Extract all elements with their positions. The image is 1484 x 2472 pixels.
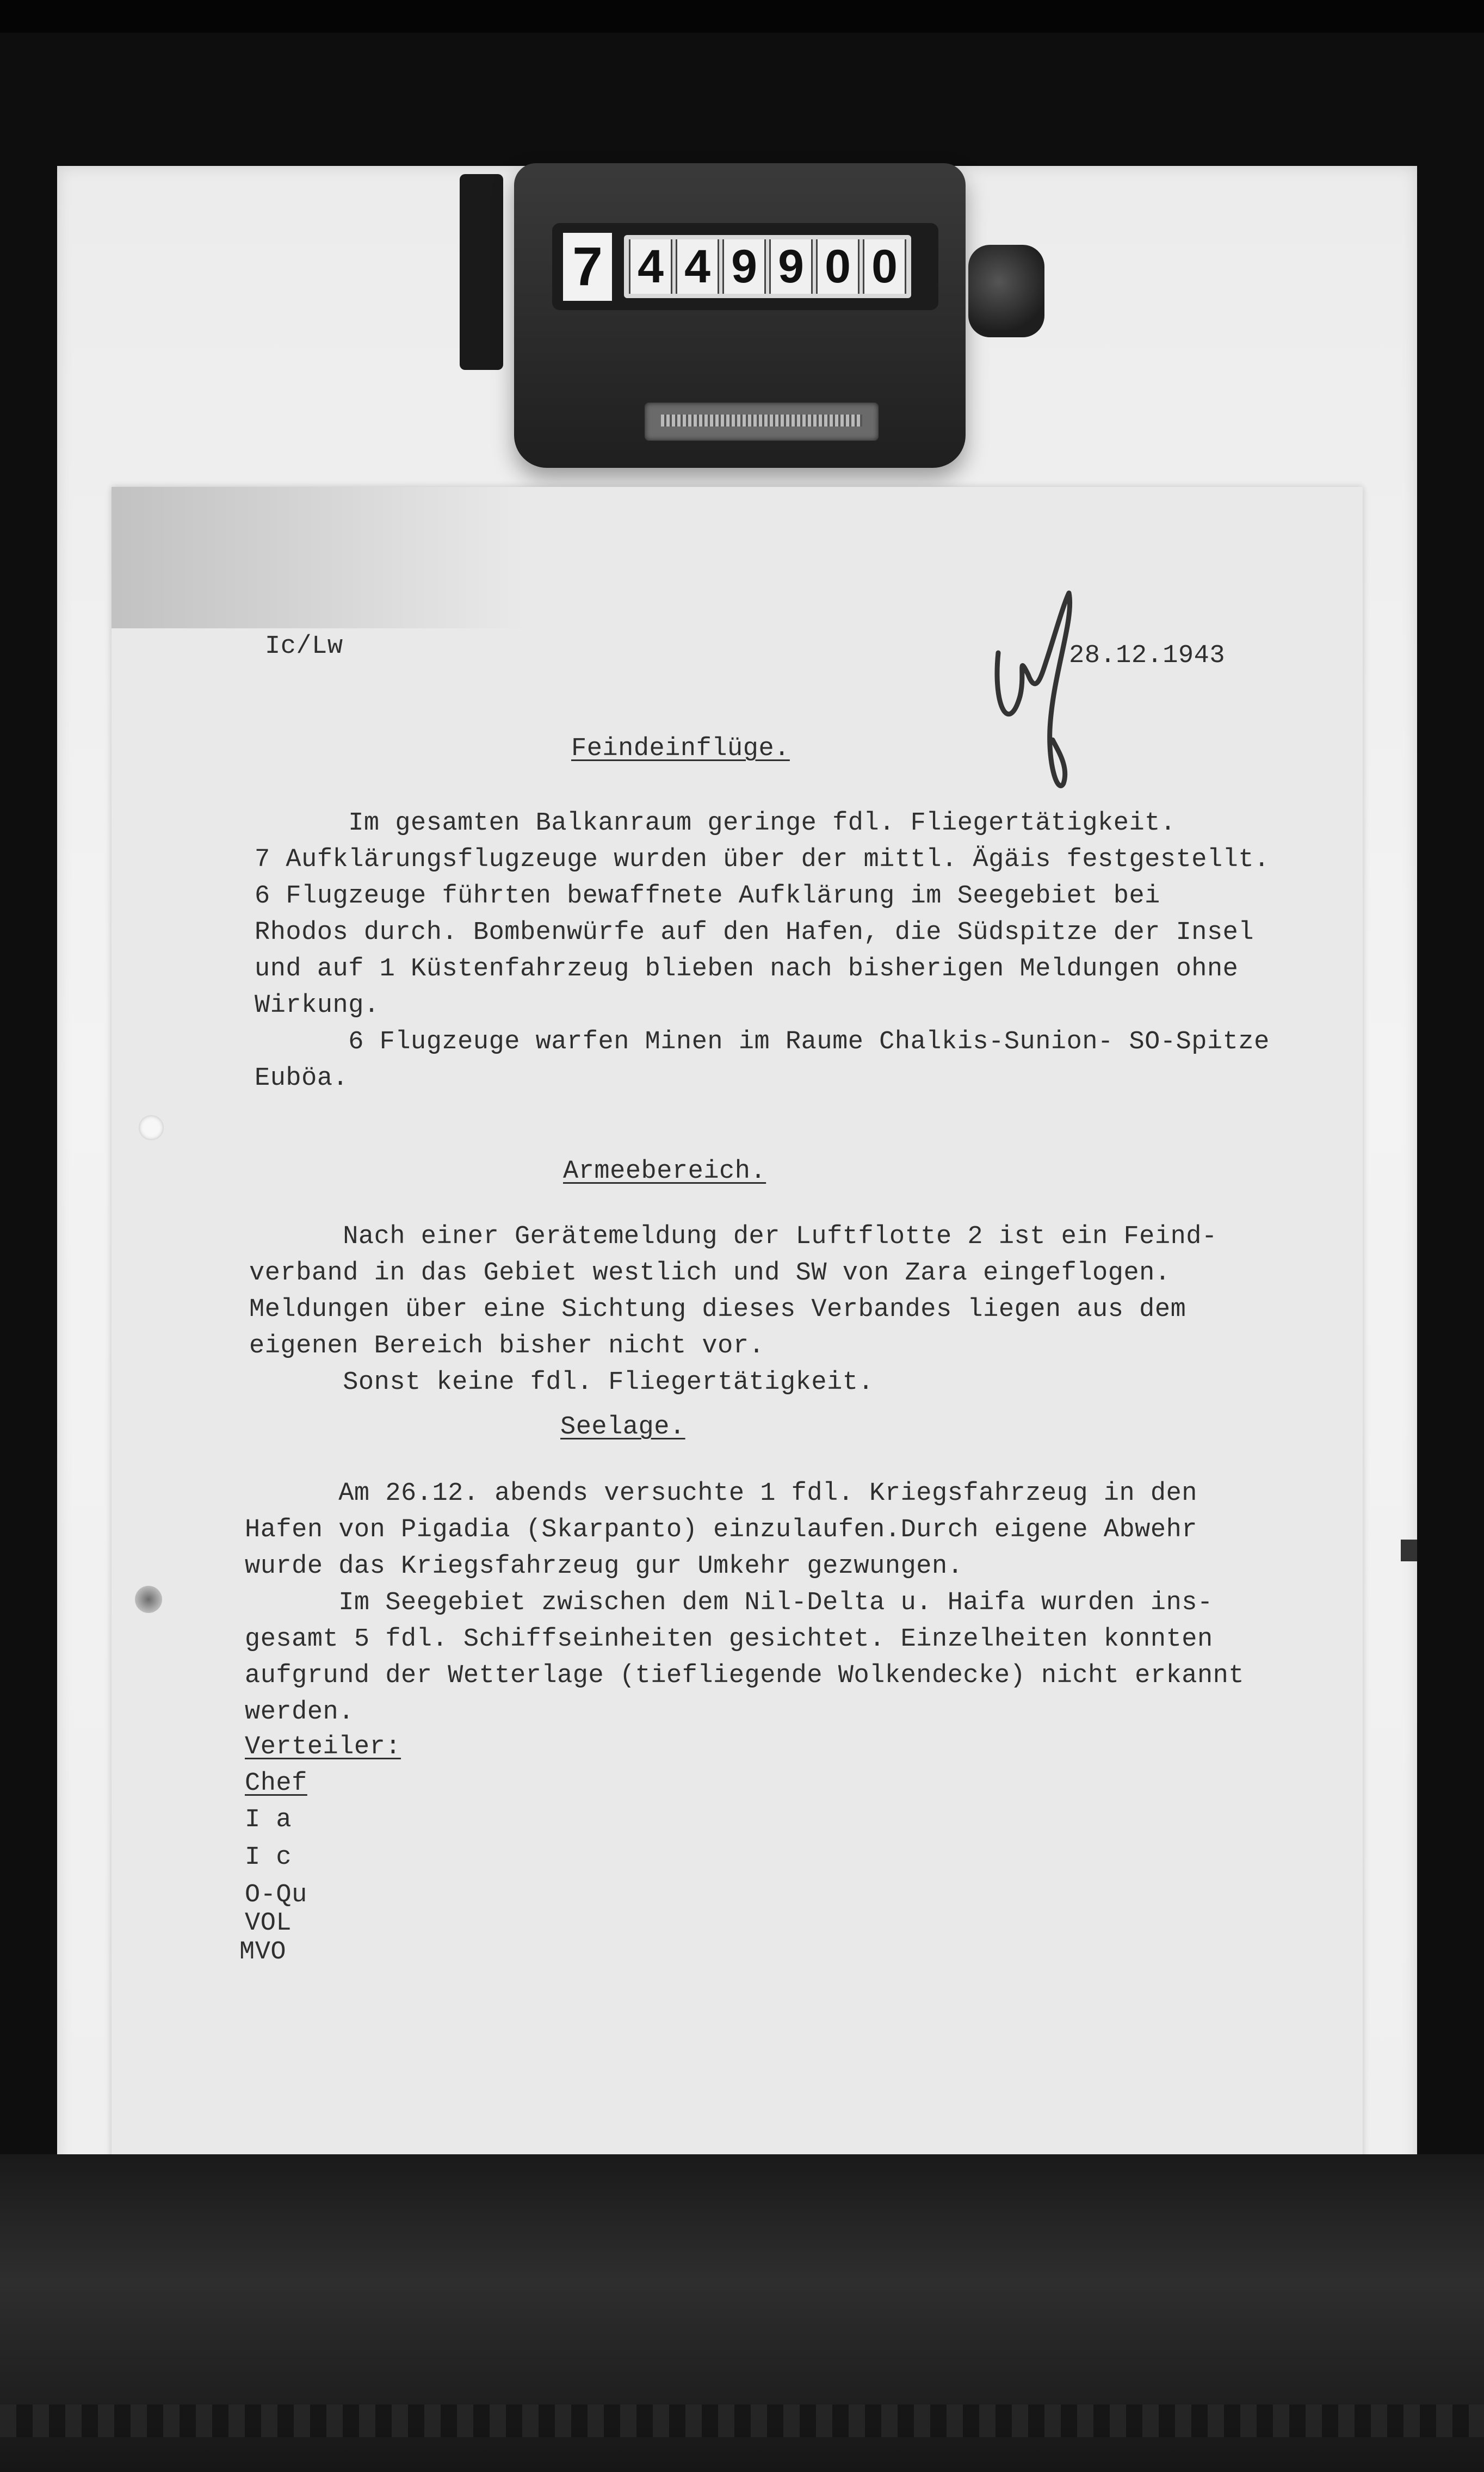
- body-line: eigenen Bereich bisher nicht vor.: [249, 1332, 765, 1361]
- document-date: 28.12.1943: [1069, 641, 1226, 670]
- counter-window: [552, 223, 938, 310]
- body-line: Sonst keine fdl. Fliegertätigkeit.: [249, 1368, 874, 1397]
- counter-slot: [645, 403, 879, 441]
- handwritten-initials-icon: [987, 588, 1080, 800]
- section-heading-seelage: Seelage.: [560, 1413, 685, 1442]
- body-line: gesamt 5 fdl. Schiffseinheiten gesichtet. Einzelheiten konnten: [245, 1625, 1213, 1654]
- counter-digit: 4: [629, 239, 672, 294]
- distribution-recipient: Chef: [245, 1769, 307, 1798]
- section-heading-armeebereich: Armeebereich.: [563, 1157, 766, 1186]
- distribution-recipient: I c: [245, 1843, 292, 1872]
- office-code: Ic/Lw: [265, 632, 343, 661]
- body-line: aufgrund der Wetterlage (tiefliegende Wolkendecke) nicht erkannt: [245, 1661, 1245, 1690]
- body-line: Im gesamten Balkanraum geringe fdl. Fliegertätigkeit.: [255, 809, 1176, 838]
- body-line: Im Seegebiet zwischen dem Nil-Delta u. Haifa wurden ins-: [245, 1589, 1213, 1617]
- paper-shadow: [112, 487, 525, 628]
- distribution-recipient: O-Qu: [245, 1881, 307, 1909]
- body-line: Euböa.: [255, 1064, 349, 1093]
- counter-slot-grille: [661, 415, 862, 427]
- punch-hole: [139, 1115, 164, 1140]
- body-line: Nach einer Gerätemeldung der Luftflotte 2 ist ein Feind-: [249, 1222, 1217, 1251]
- body-line: wurde das Kriegsfahrzeug gur Umkehr gezwungen.: [245, 1552, 963, 1581]
- counter-clamp: [460, 174, 503, 370]
- counter-digit: 0: [816, 239, 860, 294]
- distribution-recipient: I a: [245, 1806, 292, 1834]
- counter-prefix-digit: 7: [563, 233, 612, 301]
- distribution-recipient: MVO: [239, 1938, 287, 1967]
- body-line: 7 Aufklärungsflugzeuge wurden über der mittl. Ägäis festgestellt.: [255, 845, 1270, 874]
- body-line: und auf 1 Küstenfahrzeug blieben nach bisherigen Meldungen ohne: [255, 955, 1239, 984]
- body-line: verband in das Gebiet westlich und SW von Zara eingeflogen.: [249, 1259, 1171, 1288]
- counter-knob: [968, 245, 1044, 337]
- section-heading-feindeinfluege: Feindeinflüge.: [571, 734, 790, 763]
- film-perforation-edge: [0, 2405, 1484, 2437]
- counter-digit: 9: [722, 239, 766, 294]
- distribution-recipient: VOL: [245, 1909, 292, 1938]
- film-top-edge: [0, 0, 1484, 33]
- counter-digit: 4: [676, 239, 719, 294]
- binder-clip: [1401, 1540, 1417, 1561]
- counter-digit: 0: [863, 239, 906, 294]
- body-line: Hafen von Pigadia (Skarpanto) einzulaufen.Durch eigene Abwehr: [245, 1516, 1197, 1544]
- body-line: Wirkung.: [255, 991, 380, 1020]
- counter-digit: 9: [769, 239, 813, 294]
- body-line: werden.: [245, 1698, 354, 1727]
- distribution-heading: Verteiler:: [245, 1733, 401, 1762]
- body-line: Am 26.12. abends versuchte 1 fdl. Kriegsfahrzeug in den: [245, 1479, 1197, 1508]
- frame-counter-device: [460, 163, 1047, 484]
- body-line: 6 Flugzeuge warfen Minen im Raume Chalkis-Sunion- SO-Spitze: [255, 1028, 1270, 1056]
- body-line: Rhodos durch. Bombenwürfe auf den Hafen, die Südspitze der Insel: [255, 918, 1254, 947]
- counter-digit-wheels: [624, 235, 911, 298]
- body-line: 6 Flugzeuge führten bewaffnete Aufklärung im Seegebiet bei: [255, 882, 1160, 911]
- body-line: Meldungen über eine Sichtung dieses Verbandes liegen aus dem: [249, 1295, 1186, 1324]
- punch-hole: [135, 1586, 162, 1613]
